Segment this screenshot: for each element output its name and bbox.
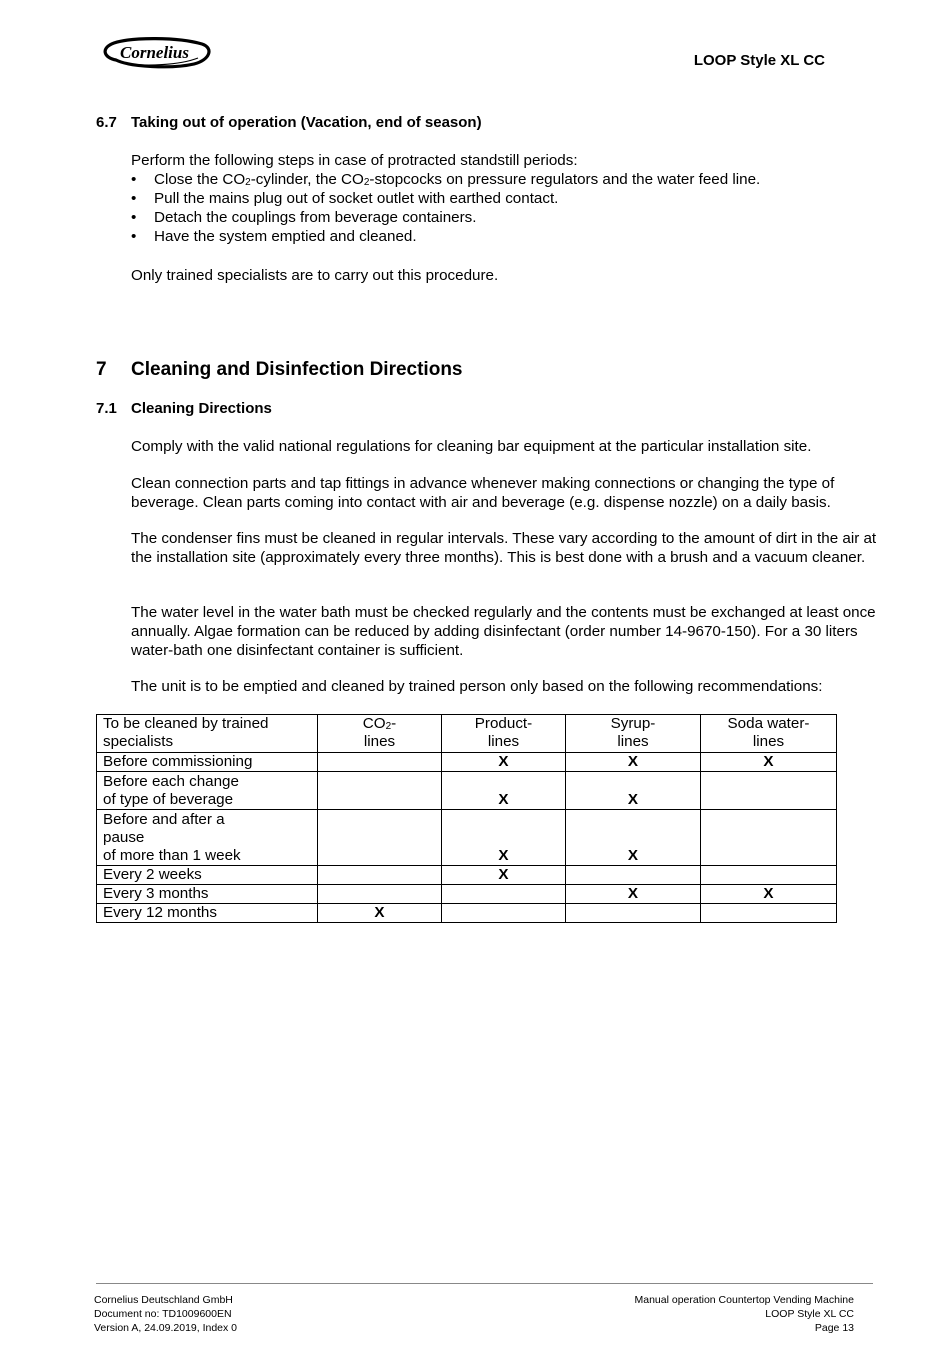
row-label: Before and after a pause of more than 1 week [97, 810, 318, 866]
mark-cell [701, 866, 837, 885]
table-row [97, 753, 837, 772]
list-item: • Have the system emptied and cleaned. [131, 227, 891, 246]
mark-cell: X [318, 904, 442, 923]
table-row [97, 866, 837, 885]
mark-cell: X [566, 885, 701, 904]
footer-left [94, 1293, 237, 1335]
header-cell: $CO_2-$ lines [318, 715, 442, 753]
table-row [97, 904, 837, 923]
paragraph: Clean connection parts and tap fittings in advance whenever making connections or changing the type of beverage. Clean parts coming into contact with air and beverage (e.g. dispense nozzle) on a daily basis. [131, 475, 835, 511]
mark-cell: X [701, 885, 837, 904]
list-item: • Close the $CO_2$-cylinder, the $CO_2$-stopcocks on pressure regulators and the water feed line. [131, 170, 891, 189]
row-label: Before each change of type of beverage [97, 772, 318, 810]
intro-text: Perform the following steps in case of protracted standstill periods: [131, 152, 578, 169]
table-header-row [97, 715, 837, 753]
mark-cell [318, 885, 442, 904]
mark-cell [701, 772, 837, 810]
header-cell: Product- lines [442, 715, 566, 753]
page-number: Page 13 [814, 1322, 854, 1334]
list-item: • Pull the mains plug out of socket outlet with earthed contact. [131, 189, 891, 208]
steps-list [131, 170, 891, 246]
mark-cell [566, 904, 701, 923]
mark-cell: X [566, 810, 701, 866]
mark-cell: X [442, 866, 566, 885]
mark-cell: X [566, 772, 701, 810]
manual-title: Manual operation Countertop Vending Machine [634, 1294, 854, 1306]
section-number: 7.1 [96, 400, 117, 417]
document-number: Document no: TD1009600EN [94, 1308, 232, 1320]
mark-cell: X [566, 753, 701, 772]
section-title: Taking out of operation (Vacation, end of season) [131, 114, 482, 131]
paragraph: The water level in the water bath must be checked regularly and the contents must be exchanged at least once annually. Algae formation can be reduced by adding disinfectant (order number 14-9670-150). For a 30 liters water-bath one disinfectant container is sufficient. [131, 604, 876, 659]
cleaning-schedule-table [96, 714, 837, 923]
section-title: Cleaning Directions [131, 400, 272, 417]
note-text: Only trained specialists are to carry out this procedure. [131, 267, 499, 284]
row-label: Before commissioning [97, 753, 318, 772]
mark-cell: X [442, 810, 566, 866]
mark-cell [442, 885, 566, 904]
mark-cell [318, 866, 442, 885]
section-7-heading [96, 359, 463, 381]
paragraph: The condenser fins must be cleaned in regular intervals. These vary according to the amount of dirt in the air at the installation site (approximately every three months). This is best done with a brush and a vacuum cleaner. [131, 530, 877, 566]
mark-cell: X [442, 753, 566, 772]
mark-cell [318, 810, 442, 866]
footer-divider [96, 1283, 873, 1284]
cornelius-logo [98, 36, 212, 70]
mark-cell [442, 904, 566, 923]
list-item: • Detach the couplings from beverage containers. [131, 208, 891, 227]
logo-text: Cornelius [120, 43, 189, 62]
header-cell: Syrup- lines [566, 715, 701, 753]
paragraph: The unit is to be emptied and cleaned by trained person only based on the following recommendations: [131, 678, 823, 695]
row-label: Every 3 months [97, 885, 318, 904]
header-cell: To be cleaned by trained specialists [97, 715, 318, 753]
paragraph: Comply with the valid national regulations for cleaning bar equipment at the particular installation site. [131, 438, 812, 455]
row-label: Every 12 months [97, 904, 318, 923]
mark-cell: X [442, 772, 566, 810]
mark-cell [701, 810, 837, 866]
mark-cell [318, 753, 442, 772]
table-row [97, 885, 837, 904]
mark-cell: X [701, 753, 837, 772]
section-number: 6.7 [96, 114, 117, 131]
version-info: Version A, 24.09.2019, Index 0 [94, 1322, 238, 1334]
table-row [97, 810, 837, 866]
mark-cell [318, 772, 442, 810]
section-6-7-body [131, 151, 891, 246]
header-cell: Soda water- lines [701, 715, 837, 753]
product-name: LOOP Style XL CC [765, 1308, 854, 1320]
document-title: LOOP Style XL CC [693, 52, 825, 69]
company-name: Cornelius Deutschland GmbH [94, 1294, 233, 1306]
mark-cell [701, 904, 837, 923]
mark-cell [566, 866, 701, 885]
section-number: 7 [96, 359, 107, 380]
table-row [97, 772, 837, 810]
section-6-7-heading [96, 114, 482, 131]
section-7-1-heading [96, 400, 272, 417]
row-label: Every 2 weeks [97, 866, 318, 885]
footer-right [560, 1293, 854, 1335]
section-title: Cleaning and Disinfection Directions [131, 359, 463, 380]
